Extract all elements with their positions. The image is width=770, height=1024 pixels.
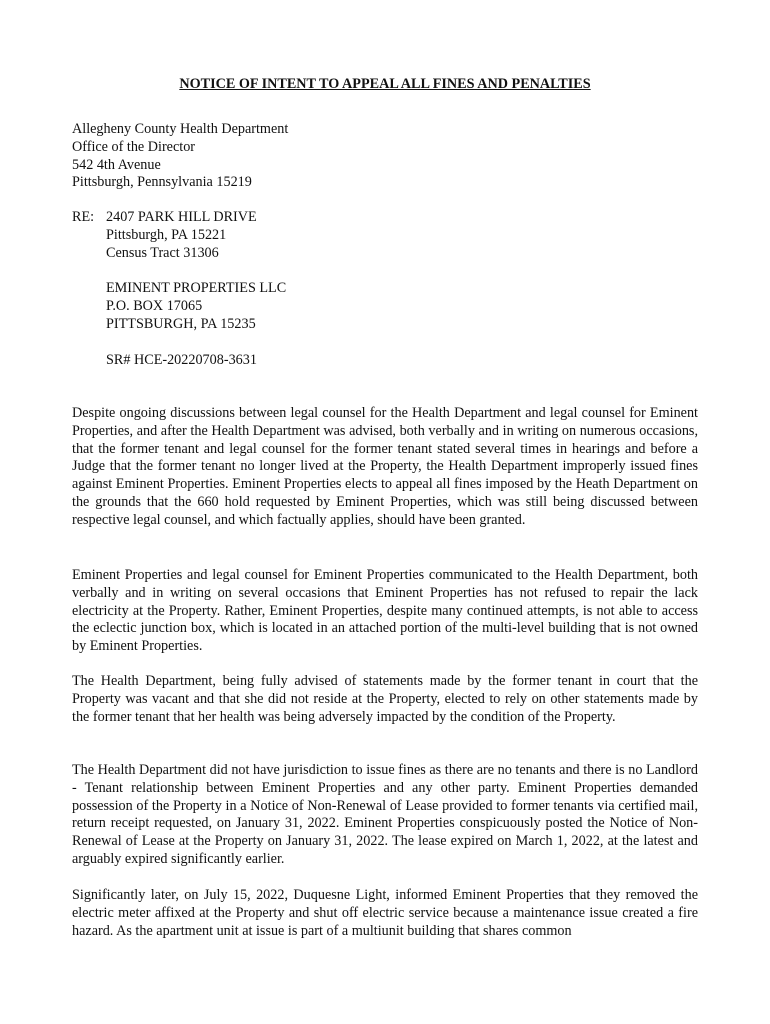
body-paragraph: Despite ongoing discussions between legal counsel for the Health Department and legal counsel for Eminent Properties, and after the Health Department was advised, both verbally and in writing on numerous occasions, that the former tenant and legal counsel for the former tenant stated several times in hearings and before a Judge that the former tenant no longer lived at the Property, the Health Department improperly issued fines against Eminent Properties. Eminent Properties elects to appeal all fines imposed by the Heath Department on the grounds that the 660 hold requested by Eminent Properties, which was still being discussed between respective legal counsel, and which factually applies, should have been granted. [72,405,698,528]
body-paragraph: The Health Department did not have jurisdiction to issue fines as there are no tenants and there is no Landlord - Tenant relationship between Eminent Properties and any other party. Eminent Properties demanded possession of the Property in a Notice of Non-Renewal of Lease provided to former tenants via certified mail, return receipt requested, on January 31, 2022. Eminent Properties conspicuously posted the Notice of Non-Renewal of Lease at the Property on January 31, 2022. The lease expired on March 1, 2022, at the latest and arguably expired significantly earlier. [72,762,698,867]
property-address [106,209,257,262]
recipient-line: Allegheny County Health Department [72,121,289,137]
property-line: 2407 PARK HILL DRIVE [106,209,257,225]
body-paragraph: Significantly later, on July 15, 2022, Duquesne Light, informed Eminent Properties that they removed the electric meter affixed at the Property and shut off electric service because a maintenance issue created a fire hazard. As the apartment unit at issue is part of a multiunit building that shares common [72,887,698,939]
recipient-line: 542 4th Avenue [72,156,161,173]
body-paragraph: The Health Department, being fully advised of statements made by the former tenant in court that the Property was vacant and that she did not reside at the Property, elected to rely on other statements made by the former tenant that her health was being adversely impacted by the condition of the Property. [72,673,698,725]
recipient-line: Pittsburgh, Pennsylvania 15219 [72,174,252,191]
owner-line: PITTSBURGH, PA 15235 [106,315,256,332]
owner-line: EMINENT PROPERTIES LLC [106,280,287,296]
property-line: Census Tract 31306 [106,244,219,261]
re-label: RE: [72,209,95,225]
service-request-number: SR# HCE-20220708-3631 [106,352,257,368]
document-title: NOTICE OF INTENT TO APPEAL ALL FINES AND PENALTIES [179,76,591,92]
property-line: Pittsburgh, PA 15221 [106,226,227,243]
body-paragraph: Eminent Properties and legal counsel for Eminent Properties communicated to the Health Department, both verbally and in writing on several occasions that Eminent Properties has not refused to repair the lack electricity at the Property. Rather, Eminent Properties, despite many continued attempts, is not able to access the eclectic junction box, which is located in an attached portion of the multi-level building that is not owned by Eminent Properties. [72,567,698,655]
owner-line: P.O. BOX 17065 [106,297,203,314]
owner-address [106,280,286,333]
recipient-address [72,121,288,192]
recipient-line: Office of the Director [72,138,196,155]
